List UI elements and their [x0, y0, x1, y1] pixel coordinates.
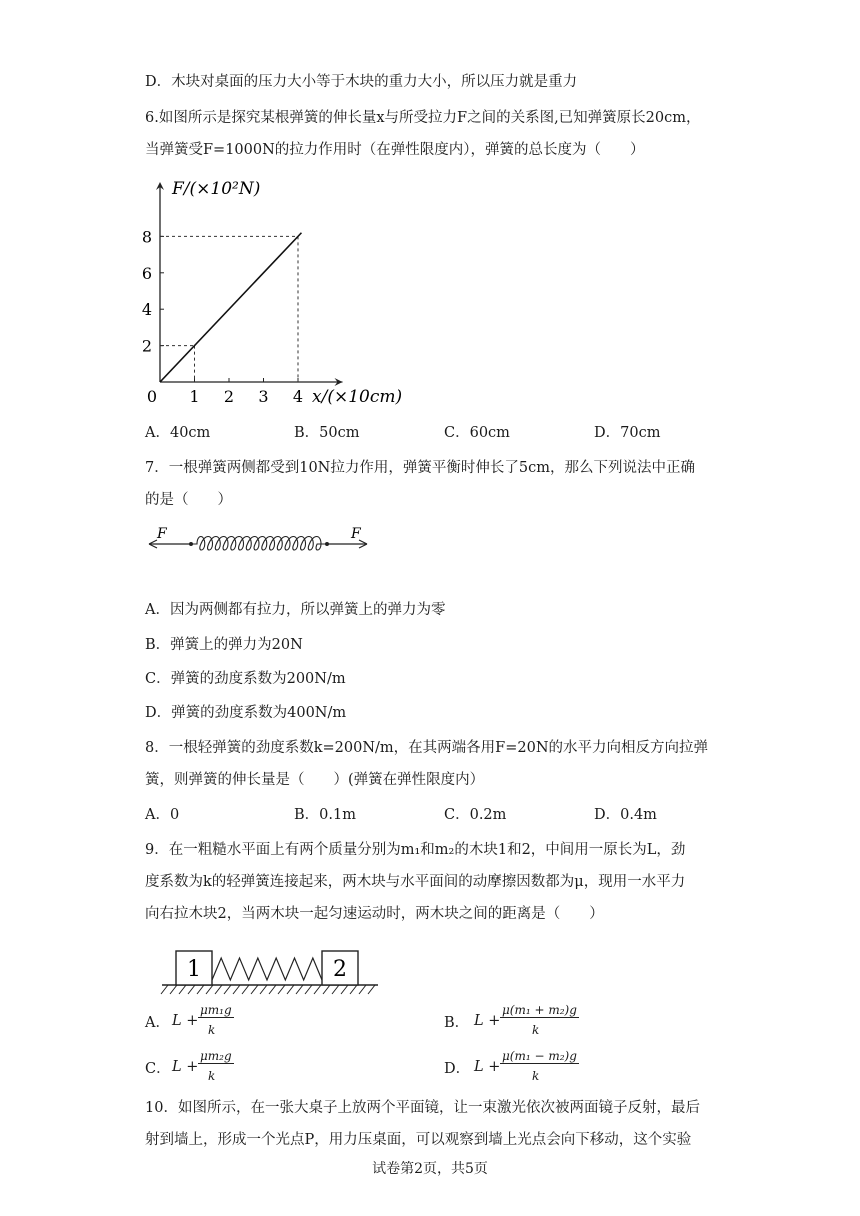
spring-coil	[193, 537, 327, 551]
q8-option-b: B．0.1m	[294, 807, 356, 823]
q9-option-b-numerator: μ(m₁ + m₂)g	[502, 1003, 577, 1017]
q6-option-c: C．60cm	[444, 425, 510, 441]
block-1-label: 1	[187, 957, 201, 982]
q6-stem-line2: 当弹簧受F=1000N的拉力作用时（在弹性限度内），弹簧的总长度为（ ）	[145, 142, 645, 158]
spring-diagram	[145, 522, 385, 558]
q9-option-d	[444, 1059, 470, 1079]
q8-stem-line2: 簧，则弹簧的伸长量是（ ）(弹簧在弹性限度内）	[145, 772, 485, 788]
ground-hatching	[161, 985, 375, 994]
q6-stem-line1: 6.如图所示是探究某根弹簧的伸长量x与所受拉力F之间的关系图,已知弹簧原长20cm，	[145, 110, 701, 126]
q7-option-a: A．因为两侧都有拉力，所以弹簧上的弹力为零	[145, 602, 446, 618]
page-footer: 试卷第2页，共5页	[372, 1161, 488, 1177]
y-tick-label: 6	[141, 263, 152, 283]
zigzag-spring	[212, 958, 322, 980]
block-2-label: 2	[333, 957, 347, 982]
q9-option-d-prefix: L +	[474, 1059, 501, 1075]
q5-option-d: D．木块对桌面的压力大小等于木块的重力大小，所以压力就是重力	[145, 74, 578, 90]
q10-stem-line1: 10．如图所示，在一张大桌子上放两个平面镜，让一束激光依次被两面镜子反射，最后	[145, 1100, 700, 1116]
force-label-right: F	[351, 526, 361, 542]
q9-option-d-numerator: μ(m₁ − m₂)g	[502, 1049, 577, 1063]
q9-option-b-prefix: L +	[474, 1013, 501, 1029]
q8-option-a: A．0	[145, 807, 180, 823]
q7-stem-line2: 的是（ ）	[145, 492, 232, 508]
q9-option-c	[145, 1059, 171, 1079]
q7-stem-line1: 7．一根弹簧两侧都受到10N拉力作用，弹簧平衡时伸长了5cm，那么下列说法中正确	[145, 460, 695, 476]
q9-option-b	[444, 1013, 469, 1033]
force-label-left: F	[157, 526, 167, 542]
q8-stem-line1: 8．一根轻弹簧的劲度系数k=200N/m，在其两端各用F=20N的水平力向相反方向拉弹	[145, 740, 709, 756]
q6-option-a: A．40cm	[145, 425, 211, 441]
q9-option-d-label: D．	[444, 1061, 471, 1077]
q9-option-a-label: A．	[145, 1015, 170, 1031]
q9-option-d-denominator: k	[532, 1069, 540, 1083]
data-line	[160, 233, 301, 382]
blocks-spring-diagram	[160, 946, 382, 998]
x-tick-label: 2	[223, 387, 235, 406]
q9-option-c-label: C．	[145, 1061, 171, 1077]
q9-option-a-prefix: L +	[172, 1013, 199, 1029]
q9-option-b-label: B．	[444, 1015, 470, 1031]
q7-option-b: B．弹簧上的弹力为20N	[145, 637, 303, 653]
q9-option-c-denominator: k	[208, 1069, 216, 1083]
q7-option-c: C．弹簧的劲度系数为200N/m	[145, 671, 346, 687]
origin-label: 0	[146, 387, 158, 406]
q9-option-a-numerator: μm₁g	[200, 1003, 232, 1017]
q9-option-a	[145, 1013, 170, 1033]
q9-stem-line2: 度系数为k的轻弹簧连接起来，两木块与水平面间的动摩擦因数都为μ，现用一水平力	[145, 874, 686, 890]
y-axis-label: F/(×10²N)	[172, 179, 261, 199]
q7-option-d: D．弹簧的劲度系数为400N/m	[145, 705, 347, 721]
x-axis-label: x/(×10cm)	[312, 387, 403, 407]
q9-stem-line3: 向右拉木块2，当两木块一起匀速运动时，两木块之间的距离是（ ）	[145, 906, 604, 922]
x-tick-label: 3	[258, 387, 269, 406]
q8-option-c: C．0.2m	[444, 807, 507, 823]
q9-option-c-prefix: L +	[172, 1059, 199, 1075]
q9-option-a-denominator: k	[208, 1023, 216, 1037]
q9-option-b-denominator: k	[532, 1023, 540, 1037]
y-tick-label: 4	[141, 300, 152, 320]
force-extension-chart	[138, 172, 418, 412]
q6-option-b: B．50cm	[294, 425, 360, 441]
x-tick-label: 4	[292, 387, 304, 406]
q9-option-c-numerator: μm₂g	[200, 1049, 232, 1063]
left-end-dot	[189, 542, 193, 546]
y-tick-label: 2	[141, 336, 152, 356]
y-tick-label: 8	[141, 227, 152, 247]
q8-option-d: D．0.4m	[594, 807, 657, 823]
q10-stem-line2: 射到墙上，形成一个光点P，用力压桌面，可以观察到墙上光点会向下移动，这个实验	[145, 1132, 692, 1148]
q9-stem-line1: 9．在一粗糙水平面上有两个质量分别为m₁和m₂的木块1和2，中间用一原长为L，劲	[145, 842, 686, 858]
x-tick-label: 1	[189, 387, 200, 406]
q6-option-d: D．70cm	[594, 425, 661, 441]
